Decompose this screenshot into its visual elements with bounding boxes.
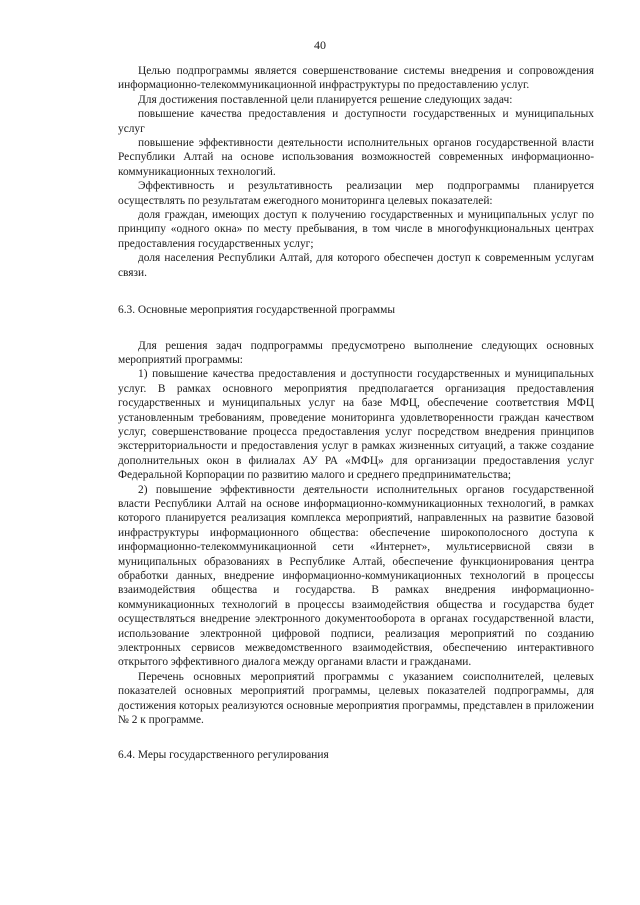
paragraph: доля населения Республики Алтай, для которого обеспечен доступ к современным услугам связи. <box>118 252 594 279</box>
paragraph: повышение эффективности деятельности исполнительных органов государственной власти Республики Алтай на основе использования возможностей современных информационно-коммуникационных технологий. <box>118 137 594 178</box>
paragraph: Для решения задач подпрограммы предусмотрено выполнение следующих основных мероприятий программы: <box>118 339 594 366</box>
paragraph: повышение качества предоставления и доступности государственных и муниципальных услуг <box>118 108 594 135</box>
page-number: 40 <box>314 38 326 52</box>
paragraph: 1) повышение качества предоставления и доступности государственных и муниципальных услуг. В рамках основного мероприятия предполагается организация предоставления государственных и муниципальных услуг на базе МФЦ, обеспечение соответствия МФЦ установленным требованиям, проведение мониторинга удовлетворенности граждан качеством услуг, совершенствование процесса предоставления услуг посредством внедрения принципов экстерриториальности и предоставления услуг в рамках жизненных ситуаций, а также создание дополнительных окон в филиалах АУ РА «МФЦ» для организации предоставления услуг Федеральной Корпорации по развитию малого и среднего предпринимательства; <box>118 368 594 482</box>
paragraph: доля граждан, имеющих доступ к получению государственных и муниципальных услуг по принципу «одного окна» по месту пребывания, в том числе в многофункциональных центрах предоставления государственных услуг; <box>118 209 594 250</box>
document-body <box>118 64 594 763</box>
paragraph: Перечень основных мероприятий программы с указанием соисполнителей, целевых показателей основных мероприятий программы, целевых показателей подпрограммы, для достижения которых реализуются основные мероприятия программы, представлен в приложении № 2 к программе. <box>118 670 594 727</box>
section-heading-6-4: 6.4. Меры государственного регулирования <box>118 749 329 762</box>
paragraph: Для достижения поставленной цели планируется решение следующих задач: <box>138 93 513 106</box>
section-heading-6-3: 6.3. Основные мероприятия государственной программы <box>118 304 395 317</box>
paragraph: Эффективность и результативность реализации мер подпрограммы планируется осуществлять по результатам ежегодного мониторинга целевых показателей: <box>118 180 594 207</box>
paragraph: Целью подпрограммы является совершенствование системы внедрения и сопровождения информационно-телекоммуникационной инфраструктуры по предоставлению услуг. <box>118 65 594 92</box>
paragraph: 2) повышение эффективности деятельности исполнительных органов государственной власти Республики Алтай на основе информационно-коммуникационных технологий, в рамках которого планируется реализация комплекса мероприятий, направленных на развитие базовой инфраструктуры информационного общества: обеспечение широкополосного доступа к информационно-телекоммуникационной сети «Интернет», мультисервисной связи в муниципальных образованиях в Республике Алтай, обеспечение функционирования центра обработки данных, внедрение информационно-коммуникационных технологий в процессы взаимодействия общества и государства. В рамках внедрения информационно-коммуникационных технологий в процессы взаимодействия общества и государства будет осуществляться внедрение электронного документооборота в органах государственной власти, использование электронной цифровой подписи, реализация мероприятий по созданию электронных сервисов межведомственного взаимодействия, обеспечению интерактивного открытого эффективного диалога между органами власти и гражданами. <box>118 483 594 669</box>
